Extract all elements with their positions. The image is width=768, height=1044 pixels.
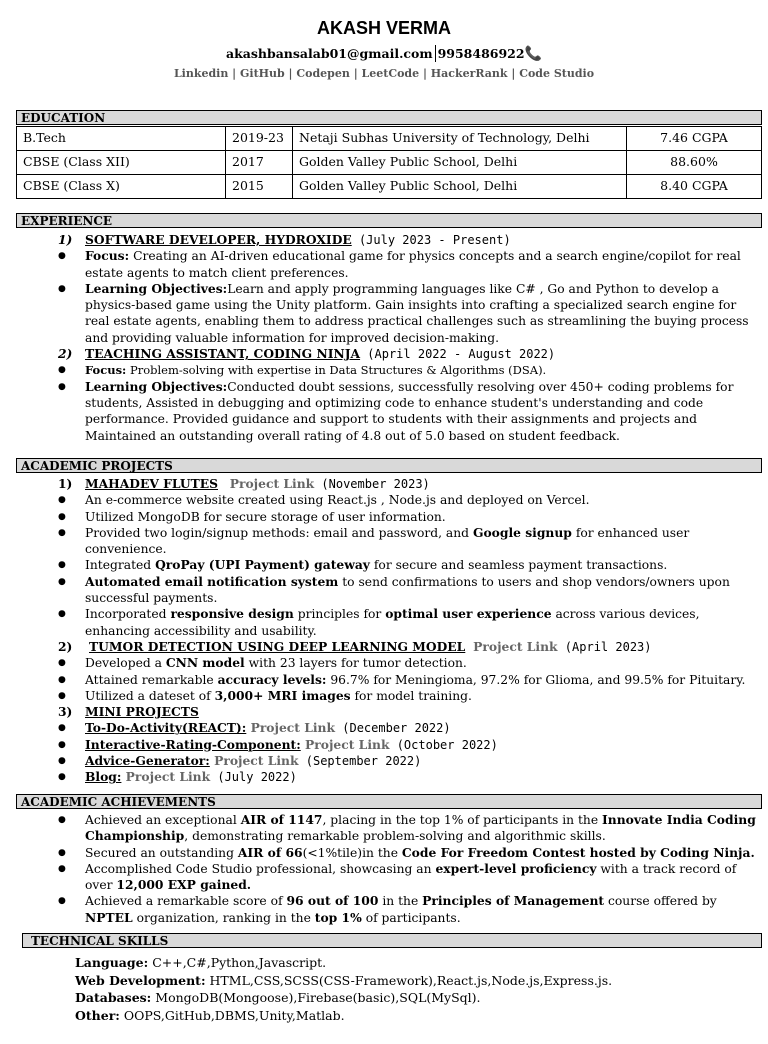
project-link[interactable]: Project Link [229,476,315,491]
degree-cell: CBSE (Class XII) [17,151,226,175]
skill-language: Language: C++,C#,Python,Javascript. [75,955,327,970]
project-title: 3) MINI PROJECTS [58,704,199,720]
list-item: ● Attained remarkable accuracy levels: 96.7% for Meningioma, 97.2% for Glioma, and 99.5% for Pituitary. [0,672,768,688]
phone-number[interactable]: 9958486922 [437,46,525,61]
job-title: 2) TEACHING ASSISTANT, CODING NINJA (April 2022 - August 2022) [58,346,556,362]
list-item: ● Incorporated responsive design principles for optimal user experience across various devices, enhancing accessibility and usability. [0,606,768,639]
table-row [17,151,762,175]
job-role: SOFTWARE DEVELOPER, HYDROXIDE [85,232,352,247]
list-item: ● Secured an outstanding AIR of 66(<1%tile)in the Code For Freedom Contest hosted by Coding Ninja. [0,845,768,861]
skills-block [75,954,612,1024]
list-item: ● Learning Objectives:Conducted doubt sessions, successfully resolving over 450+ coding problems for students, Assisted in debugging and optimizing code to enhance student's understanding and code performance. Provided guidance and support to students with their assignments and projects and Maintained an outstanding overall rating of 4.8 out of 5.0 based on student feedback. [0,379,768,444]
list-item: ● Blog: Project Link (July 2022) [0,769,768,785]
score-cell: 8.40 CGPA [627,175,762,199]
list-item: ● Achieved an exceptional AIR of 1147, placing in the top 1% of participants in the Innovate India Coding Championship, demonstrating remarkable problem-solving and algorithmic skills. [0,812,768,845]
job-dates: (April 2022 - August 2022) [360,347,556,362]
list-item: ● Achieved a remarkable score of 96 out of 100 in the Principles of Management course offered by NPTEL organization, ranking in the top 1% of participants. [0,893,768,926]
table-row [17,127,762,151]
section-skills-header: TECHNICAL SKILLS [22,933,762,948]
experience-list [0,232,768,444]
list-item: ● Interactive-Rating-Component: Project Link (October 2022) [0,737,768,753]
job-title: 1) SOFTWARE DEVELOPER, HYDROXIDE (July 2023 - Present) [58,232,511,247]
list-item: ● Learning Objectives:Learn and apply programming languages like C# , Go and Python to develop a physics-based game using the Unity platform. Gain insights into crafting a specialized search engine for real estate agents, enabling them to address practical challenges such as streamlining the buying process and providing valuable information for improved decision-making. [0,281,768,346]
project-name: TUMOR DETECTION USING DEEP LEARNING MODEL [89,638,466,654]
list-item: ● Advice-Generator: Project Link (September 2022) [0,753,768,769]
project-link[interactable]: Project Link [473,638,558,654]
section-experience-header: EXPERIENCE [16,213,762,228]
skill-databases: Databases: MongoDB(Mongoose),Firebase(basic),SQL(MySql). [75,990,481,1005]
job-dates: (July 2023 - Present) [351,233,511,247]
projects-list [0,476,768,786]
score-cell: 7.46 CGPA [627,127,762,151]
project-name: MINI PROJECTS [85,704,199,720]
resume-name: AKASH VERMA [316,18,451,38]
job-role: TEACHING ASSISTANT, CODING NINJA [85,346,361,362]
list-item: ● Focus: Creating an AI-driven educational game for physics concepts and a search engine/copilot for real estate agents to match client preferences. [0,248,768,281]
email-link[interactable]: akashbansalab01@gmail.com [225,46,433,61]
project-link[interactable]: Project Link [246,720,336,736]
list-item: ● Accomplished Code Studio professional, showcasing an expert-level proficiency with a track record of over 12,000 EXP gained. [0,861,768,894]
list-item: ● Provided two login/signup methods: email and password, and Google signup for enhanced user convenience. [0,525,768,558]
list-item: ● To-Do-Activity(REACT): Project Link (December 2022) [0,720,768,736]
table-row [17,175,762,199]
project-title: 2) TUMOR DETECTION USING DEEP LEARNING MODEL Project Link (April 2023) [58,638,652,654]
degree-cell: CBSE (Class X) [17,175,226,199]
project-name: MAHADEV FLUTES [85,476,219,491]
section-achievements-header: ACADEMIC ACHIEVEMENTS [16,794,762,809]
section-education-header: EDUCATION [16,110,762,125]
list-item: ● Automated email notification system to send confirmations to users and shop vendors/owners upon successful payments. [0,574,768,607]
profile-links[interactable]: Linkedin | GitHub | Codepen | LeetCode | HackerRank | Code Studio [173,67,595,80]
phone-icon: 📞 [524,46,543,62]
list-item: ● Utilized MongoDB for secure storage of user information. [0,509,768,525]
year-cell: 2017 [226,151,293,175]
list-item: ● Focus: Problem-solving with expertise in Data Structures & Algorithms (DSA). [0,362,768,378]
list-item: ● Utilized a dateset of 3,000+ MRI images for model training. [0,688,768,704]
list-item: ● An e-commerce website created using React.js , Node.js and deployed on Vercel. [0,492,768,508]
project-link[interactable]: Project Link [121,769,211,785]
education-table [16,126,762,199]
score-cell: 88.60% [627,151,762,175]
institution-cell: Golden Valley Public School, Delhi [293,175,627,199]
institution-cell: Golden Valley Public School, Delhi [293,151,627,175]
year-cell: 2019-23 [226,127,293,151]
skill-other: Other: OOPS,GitHub,DBMS,Unity,Matlab. [75,1007,345,1023]
achievements-list [0,812,768,926]
skill-web: Web Development: HTML,CSS,SCSS(CSS-Framework),React.js,Node.js,Express.js. [75,972,613,988]
year-cell: 2015 [226,175,293,199]
project-link[interactable]: Project Link [209,753,299,769]
list-item: ● Integrated QroPay (UPI Payment) gateway for secure and seamless payment transactions. [0,557,768,573]
list-item: ● Developed a CNN model with 23 layers for tumor detection. [0,655,768,671]
contact-line [0,45,768,65]
institution-cell: Netaji Subhas University of Technology, Delhi [293,127,627,151]
degree-cell: B.Tech [17,127,226,151]
section-projects-header: ACADEMIC PROJECTS [16,458,762,473]
divider [435,45,436,62]
project-link[interactable]: Project Link [300,736,390,752]
project-title: 1) MAHADEV FLUTES Project Link (November 2023) [58,476,430,491]
